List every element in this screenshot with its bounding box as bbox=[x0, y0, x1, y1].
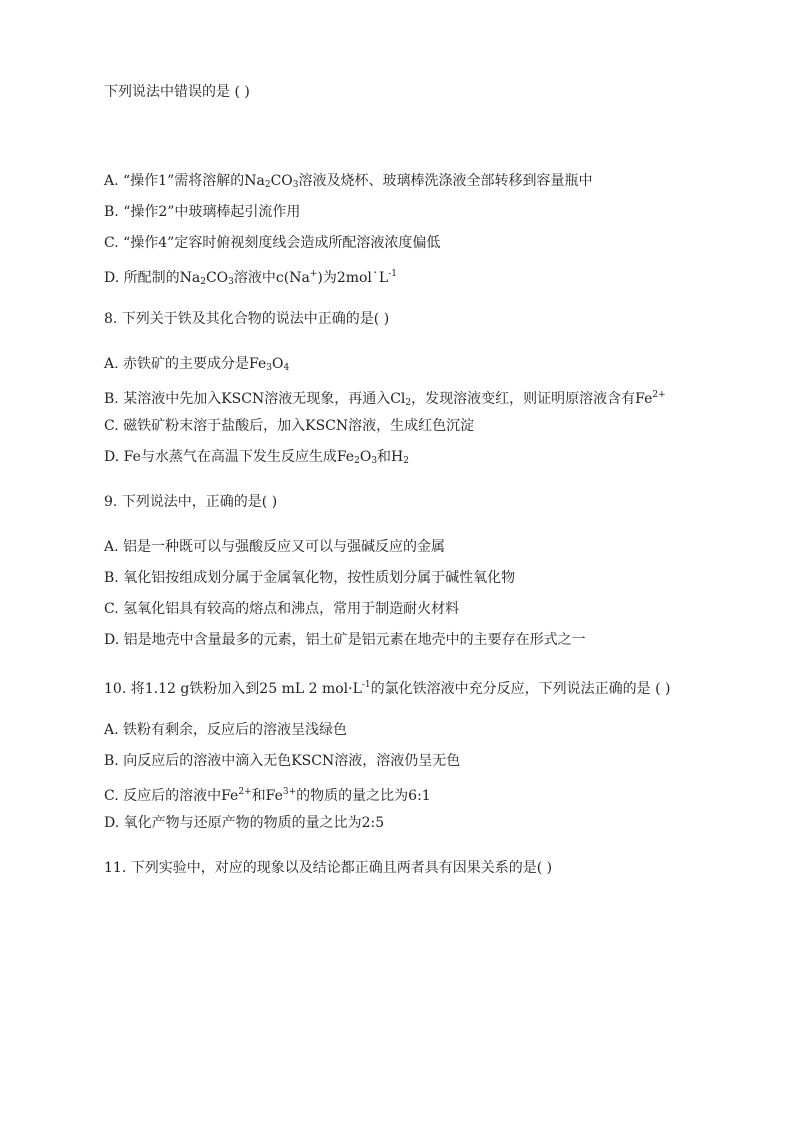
q8-d-sub: 2 bbox=[403, 456, 409, 466]
q10-option-a: A. 铁粉有剩余，反应后的溶液呈浅绿色 bbox=[104, 722, 348, 738]
q7-d-text: D. 所配制的Na bbox=[104, 270, 201, 286]
q10-c-sup: 3+ bbox=[282, 787, 297, 797]
q8-b-text: ，发现溶液变红，则证明原溶液含有Fe bbox=[411, 391, 653, 407]
q8-b-text: B. 某溶液中先加入KSCN溶液无现象，再通入Cl bbox=[104, 391, 406, 407]
q8-a-text: O bbox=[271, 356, 284, 372]
q9-stem: 9. 下列说法中，正确的是( ) bbox=[104, 494, 278, 510]
q7-d-sub: 3 bbox=[228, 277, 234, 287]
q8-option-d bbox=[104, 447, 409, 471]
q8-b-sup: 2+ bbox=[652, 390, 666, 400]
q10-option-d: D. 氧化产物与还原产物的物质的量之比为2:5 bbox=[104, 815, 385, 831]
q8-b-sub: 2 bbox=[405, 398, 412, 408]
q7-option-a bbox=[104, 171, 593, 195]
q8-option-b bbox=[104, 385, 666, 413]
q10-stem-sup: -1 bbox=[361, 680, 371, 690]
q7-a-sub: 2 bbox=[264, 180, 271, 190]
q7-d-sub: 2 bbox=[200, 277, 206, 287]
q9-option-b: B. 氧化铝按组成划分属于金属氧化物，按性质划分属于碱性氧化物 bbox=[104, 570, 516, 586]
q7-d-text: CO bbox=[205, 270, 229, 286]
q8-d-text: 和H bbox=[377, 449, 404, 465]
q8-stem: 8. 下列关于铁及其化合物的说法中正确的是( ) bbox=[104, 311, 390, 327]
q8-d-sub: 3 bbox=[371, 456, 378, 466]
q9-option-d: D. 铝是地壳中含量最多的元素，铝土矿是铝元素在地壳中的主要存在形式之一 bbox=[104, 632, 586, 648]
q10-c-text: 的物质的量之比为6:1 bbox=[296, 788, 431, 804]
q10-stem bbox=[104, 675, 670, 699]
q8-d-text: D. Fe与水蒸气在高温下发生反应生成Fe bbox=[104, 449, 355, 465]
q7-a-text: 溶液及烧杯、玻璃棒洗涤液全部转移到容量瓶中 bbox=[298, 173, 593, 189]
q8-d-text: O bbox=[359, 449, 372, 465]
q8-a-text: A. 赤铁矿的主要成分是Fe bbox=[104, 356, 267, 372]
q7-d-text: 溶液中c(Na bbox=[233, 270, 310, 286]
q7-d-text: )为2mol˙L bbox=[317, 270, 389, 286]
q10-option-c bbox=[104, 782, 431, 806]
q10-stem-text: 的氯化铁溶液中充分反应，下列说法正确的是 ( ) bbox=[370, 681, 671, 697]
q7-a-text: A. “操作1”需将溶解的Na bbox=[104, 173, 265, 189]
q7-d-sup: -1 bbox=[388, 269, 397, 279]
intro-question: 下列说法中错误的是 ( ) bbox=[104, 84, 250, 100]
q7-option-b: B. “操作2”中玻璃棒起引流作用 bbox=[104, 204, 301, 220]
q10-c-text: 和Fe bbox=[251, 788, 283, 804]
q8-a-sub: 4 bbox=[283, 363, 290, 373]
q10-c-text: C. 反应后的溶液中Fe bbox=[104, 788, 239, 804]
q7-a-sub: 3 bbox=[292, 180, 299, 190]
q7-d-sup: + bbox=[309, 269, 318, 279]
q7-option-c: C. “操作4”定容时俯视刻度线会造成所配溶液浓度偏低 bbox=[104, 235, 441, 251]
q8-option-c: C. 磁铁矿粉末溶于盐酸后，加入KSCN溶液，生成红色沉淀 bbox=[104, 418, 475, 434]
q10-stem-text: 10. 将1.12 g铁粉加入到25 mL 2 mol·L bbox=[104, 681, 362, 697]
q10-c-sup: 2+ bbox=[238, 787, 252, 797]
q7-a-text: CO bbox=[270, 173, 293, 189]
q11-stem: 11. 下列实验中，对应的现象以及结论都正确且两者具有因果关系的是( ) bbox=[104, 860, 553, 876]
q9-option-c: C. 氢氧化铝具有较高的熔点和沸点，常用于制造耐火材料 bbox=[104, 601, 460, 617]
q9-option-a: A. 铝是一种既可以与强酸反应又可以与强碱反应的金属 bbox=[104, 539, 446, 555]
q8-a-sub: 3 bbox=[266, 363, 272, 373]
q7-option-d bbox=[104, 264, 397, 292]
q8-d-sub: 2 bbox=[354, 456, 360, 466]
q10-option-b: B. 向反应后的溶液中滴入无色KSCN溶液，溶液仍呈无色 bbox=[104, 753, 461, 769]
q8-option-a bbox=[104, 354, 289, 378]
